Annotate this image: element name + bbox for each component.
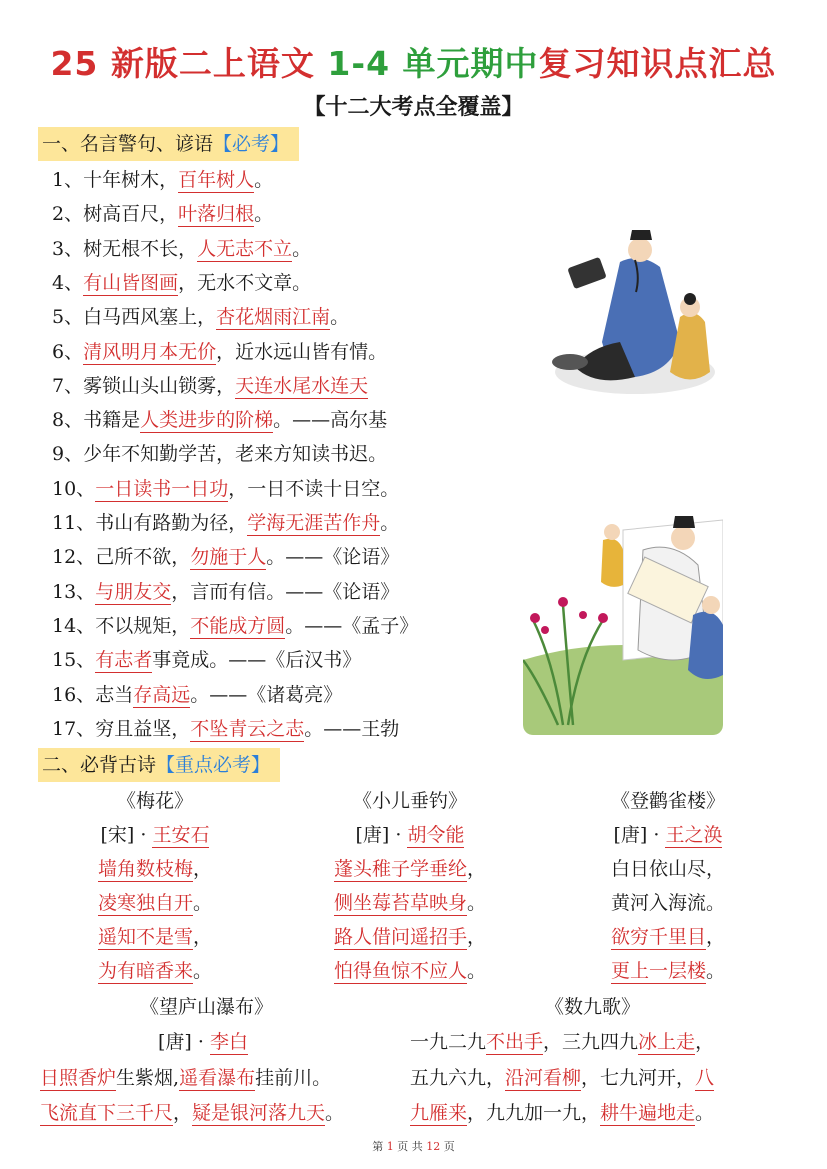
poem-dynasty: [唐] — [613, 824, 648, 846]
poem-line — [290, 852, 530, 886]
proverb-text: 。 — [380, 512, 400, 534]
proverb-text: 。——《诸葛亮》 — [190, 683, 343, 706]
proverb-text: 11、 — [52, 512, 96, 534]
poem-author-line — [548, 818, 788, 852]
poem-line-text: 生紫烟, — [116, 1067, 180, 1089]
proverb-item — [52, 234, 311, 264]
poem-line-text: 为有暗香来 — [97, 960, 193, 982]
proverb-item — [52, 302, 349, 332]
poem-author: 李白 — [209, 1031, 248, 1053]
poem-line — [290, 920, 530, 954]
proverb-text: 10、 — [52, 477, 96, 500]
poem-line-punct: 。 — [193, 892, 213, 914]
poem-line-text: 。 — [325, 1102, 345, 1124]
proverb-text: 。——《论语》 — [266, 546, 400, 569]
proverb-text: ，一日不读十日空。 — [228, 477, 400, 500]
proverb-item — [52, 680, 342, 710]
proverb-text: 志当 — [95, 683, 134, 706]
proverb-text: 十年树木， — [83, 169, 179, 191]
proverb-text: 12、 — [52, 546, 96, 569]
proverb-item — [52, 542, 399, 572]
proverb-text: 9、 — [52, 443, 84, 466]
song-text: ，三九四九 — [543, 1031, 639, 1053]
poem-author: 胡令能 — [407, 824, 465, 846]
proverb-text: ，言而有信。——《论语》 — [171, 580, 400, 603]
poem-line-text: ， — [173, 1102, 193, 1124]
poem-line-text: 白日依山尽 — [610, 858, 706, 880]
proverb-item — [52, 165, 273, 195]
poem-line-punct: ， — [467, 926, 487, 948]
page-subtitle: 【十二大考点全覆盖】 — [303, 95, 524, 120]
section-heading-poems — [38, 748, 280, 782]
proverb-text: 15、 — [52, 649, 96, 672]
proverb-text: 4、 — [52, 271, 84, 294]
footer-post: 页 — [443, 1140, 455, 1153]
poem-line — [548, 954, 788, 988]
song-text: 五九六九， — [410, 1067, 506, 1089]
poem-line-punct: ， — [193, 926, 213, 948]
song-red: 耕牛遍地走 — [600, 1102, 696, 1124]
page-title — [0, 38, 827, 85]
proverb-item — [52, 199, 273, 229]
proverb-text: 穷且益坚， — [95, 717, 191, 740]
proverb-item — [52, 577, 399, 607]
proverb-answer: 天连水尾水连天 — [235, 374, 369, 397]
poem-line-punct: 。 — [193, 960, 213, 982]
poem-line-text: 蓬头稚子学垂纶 — [333, 858, 467, 880]
proverb-answer: 不坠青云之志 — [190, 717, 305, 740]
poem-line-text: 更上一层楼 — [610, 960, 706, 982]
song-red: 九雁来 — [410, 1102, 468, 1124]
proverb-answer: 清风明月本无价 — [83, 340, 217, 363]
poem-line-punct: 。 — [467, 892, 487, 914]
title-subject: 二上语文 — [178, 44, 315, 83]
page-footer — [0, 1138, 827, 1154]
proverb-text: 。——王勃 — [304, 717, 400, 740]
proverb-item — [52, 439, 387, 469]
proverb-answer: 有山皆图画 — [83, 271, 179, 294]
proverb-answer: 学海无涯苦作舟 — [247, 512, 381, 534]
proverb-text: 7、 — [52, 374, 84, 397]
poem-line — [35, 954, 275, 988]
proverb-text: 6、 — [52, 340, 84, 363]
proverb-item — [52, 611, 418, 641]
song-text: ，七九河开， — [581, 1067, 696, 1089]
proverb-text: 13、 — [52, 580, 96, 603]
footer-pre: 第 — [372, 1140, 384, 1153]
title-mid: 单元期中 — [402, 44, 539, 83]
poem-author: 王之涣 — [665, 824, 723, 846]
proverb-text: 少年不知勤学苦，老来方知读书迟。 — [83, 443, 388, 466]
proverb-text: 。——《孟子》 — [285, 614, 419, 637]
poem-line-red: 飞流直下三千尺 — [40, 1102, 174, 1124]
poem-dot: · — [140, 824, 147, 846]
proverb-item — [52, 714, 399, 744]
proverb-text: 事竟成。——《后汉书》 — [152, 649, 362, 672]
song-red: 八 — [695, 1067, 715, 1089]
poem-line-punct: ， — [706, 926, 726, 948]
poem-title: 《梅花》 — [116, 790, 193, 812]
title-summary: 知识点汇总 — [606, 44, 777, 83]
title-new: 新版 — [110, 44, 179, 83]
proverb-answer: 存高远 — [133, 683, 191, 706]
proverb-text: 书山有路勤为径， — [95, 512, 248, 534]
poem-line — [548, 852, 788, 886]
title-review: 复习 — [538, 44, 607, 83]
poem-line-red: 遥看瀑布 — [179, 1067, 256, 1089]
title-year: 25 — [50, 44, 99, 83]
song-text: 。 — [695, 1102, 715, 1124]
footer-mid: 页 共 — [397, 1140, 423, 1153]
proverb-text: 白马西风塞上， — [83, 306, 217, 329]
footer-page-number: 1 — [386, 1140, 394, 1153]
poem-line — [548, 886, 788, 920]
scholars-illustration — [540, 222, 725, 412]
proverb-text: 14、 — [52, 614, 96, 637]
song-line — [410, 1063, 714, 1093]
poem-line-punct: ， — [706, 858, 726, 880]
proverb-text: 。 — [292, 237, 312, 260]
song-text: ，九九加一九， — [467, 1102, 601, 1124]
poem-line — [290, 886, 530, 920]
proverb-answer: 与朋友交 — [95, 580, 172, 603]
poem-line — [40, 1063, 331, 1093]
song-text: 一九二九 — [410, 1031, 487, 1053]
poem-title: 《望庐山瀑布》 — [140, 996, 274, 1018]
proverb-text: 树无根不长， — [83, 237, 198, 260]
proverb-text: ，无水不文章。 — [178, 271, 312, 294]
proverb-text: 2、 — [52, 203, 84, 226]
section-heading-text: 二、必背古诗 — [42, 754, 157, 776]
song-line — [410, 1098, 714, 1128]
proverb-text: 书籍是 — [83, 409, 141, 432]
poem-line-text: 遥知不是雪 — [97, 926, 193, 948]
song-red: 冰上走 — [638, 1031, 696, 1053]
section-heading-text: 一、名言警句、谚语 — [42, 133, 214, 155]
proverb-answer: 有志者 — [95, 649, 153, 672]
proverb-item — [52, 508, 399, 538]
section-tag: 【重点必考】 — [156, 754, 271, 776]
section-heading-proverbs — [38, 127, 299, 161]
proverb-item — [52, 474, 399, 504]
proverb-text: 8、 — [52, 409, 84, 432]
title-units: 1-4 — [327, 44, 391, 83]
poem-dot: · — [197, 1031, 204, 1053]
proverb-answer: 人无志不立 — [197, 237, 293, 260]
poem-line-punct: 。 — [706, 892, 726, 914]
poem-line-punct: 。 — [467, 960, 487, 982]
poem-line — [35, 852, 275, 886]
proverb-text: 1、 — [52, 169, 84, 191]
scroll-illustration — [523, 510, 723, 735]
poem-author-line — [158, 1027, 248, 1054]
proverb-answer: 一日读书一日功 — [95, 477, 229, 500]
proverb-text: 己所不欲， — [95, 546, 191, 569]
poem-line-red: 日照香炉 — [40, 1067, 117, 1089]
proverb-text: 不以规矩， — [95, 614, 191, 637]
proverb-text: 树高百尺， — [83, 203, 179, 226]
section-tag: 【必考】 — [213, 133, 290, 155]
poem-author: 王安石 — [152, 824, 210, 846]
poem-title: 《登鹳雀楼》 — [610, 790, 725, 812]
proverb-text: 。——高尔基 — [273, 409, 388, 432]
proverb-text: 。 — [254, 203, 274, 226]
poem-line — [290, 954, 530, 988]
poem — [290, 784, 530, 988]
poem-line-text: 挂前川。 — [255, 1067, 332, 1089]
poem-line — [40, 1098, 344, 1128]
song-text: ， — [695, 1031, 715, 1053]
poem-line-text: 黄河入海流 — [610, 892, 706, 914]
poem-title: 《小儿垂钓》 — [352, 790, 467, 812]
proverb-item — [52, 645, 361, 675]
proverb-item — [52, 405, 387, 435]
proverb-text: 雾锁山头山锁雾， — [83, 374, 236, 397]
poem-line-punct: ， — [467, 858, 487, 880]
poem-line-text: 怕得鱼惊不应人 — [333, 960, 467, 982]
proverb-text: 16、 — [52, 683, 96, 706]
proverb-item — [52, 371, 368, 401]
poem-line-text: 凌寒独自开 — [97, 892, 193, 914]
proverb-answer: 勿施于人 — [190, 546, 267, 569]
poem-line — [35, 886, 275, 920]
proverb-item — [52, 337, 387, 367]
proverb-answer: 叶落归根 — [178, 203, 255, 226]
poem-line — [548, 920, 788, 954]
proverb-text: ，近水远山皆有情。 — [216, 340, 388, 363]
poem-line — [35, 920, 275, 954]
poem — [548, 784, 788, 988]
poem-line-red: 疑是银河落九天 — [192, 1102, 326, 1124]
song-red: 不出手 — [486, 1031, 544, 1053]
poem-line-text: 侧坐莓苔草映身 — [333, 892, 467, 914]
poem-dynasty: [宋] — [100, 824, 135, 846]
poem-line-punct: ， — [193, 858, 213, 880]
proverb-text: 3、 — [52, 237, 84, 260]
poem-dot: · — [395, 824, 402, 846]
poem-line-text: 路人借问遥招手 — [333, 926, 467, 948]
song-title: 《数九歌》 — [545, 996, 641, 1018]
song-line — [410, 1027, 714, 1057]
proverb-text: 5、 — [52, 306, 84, 329]
poem-author-line — [35, 818, 275, 852]
poem — [35, 784, 275, 988]
proverb-answer: 不能成方圆 — [190, 614, 286, 637]
poem-line-text: 墙角数枝梅 — [97, 858, 193, 880]
poem-line-text: 欲穷千里目 — [610, 926, 706, 948]
proverb-answer: 杏花烟雨江南 — [216, 306, 331, 329]
proverb-text: 。 — [330, 306, 350, 329]
poem-author-line — [290, 818, 530, 852]
proverb-answer: 百年树人 — [178, 169, 255, 191]
poem-dynasty: [唐] — [355, 824, 390, 846]
proverb-text: 17、 — [52, 717, 96, 740]
proverb-item — [52, 268, 311, 298]
poem-line-punct: 。 — [706, 960, 726, 982]
poem-dynasty: [唐] — [158, 1031, 192, 1053]
footer-total-pages: 12 — [426, 1140, 441, 1153]
song-red: 沿河看柳 — [505, 1067, 582, 1089]
poem-dot: · — [653, 824, 660, 846]
proverb-text: 。 — [254, 169, 274, 191]
proverb-answer: 人类进步的阶梯 — [140, 409, 274, 432]
